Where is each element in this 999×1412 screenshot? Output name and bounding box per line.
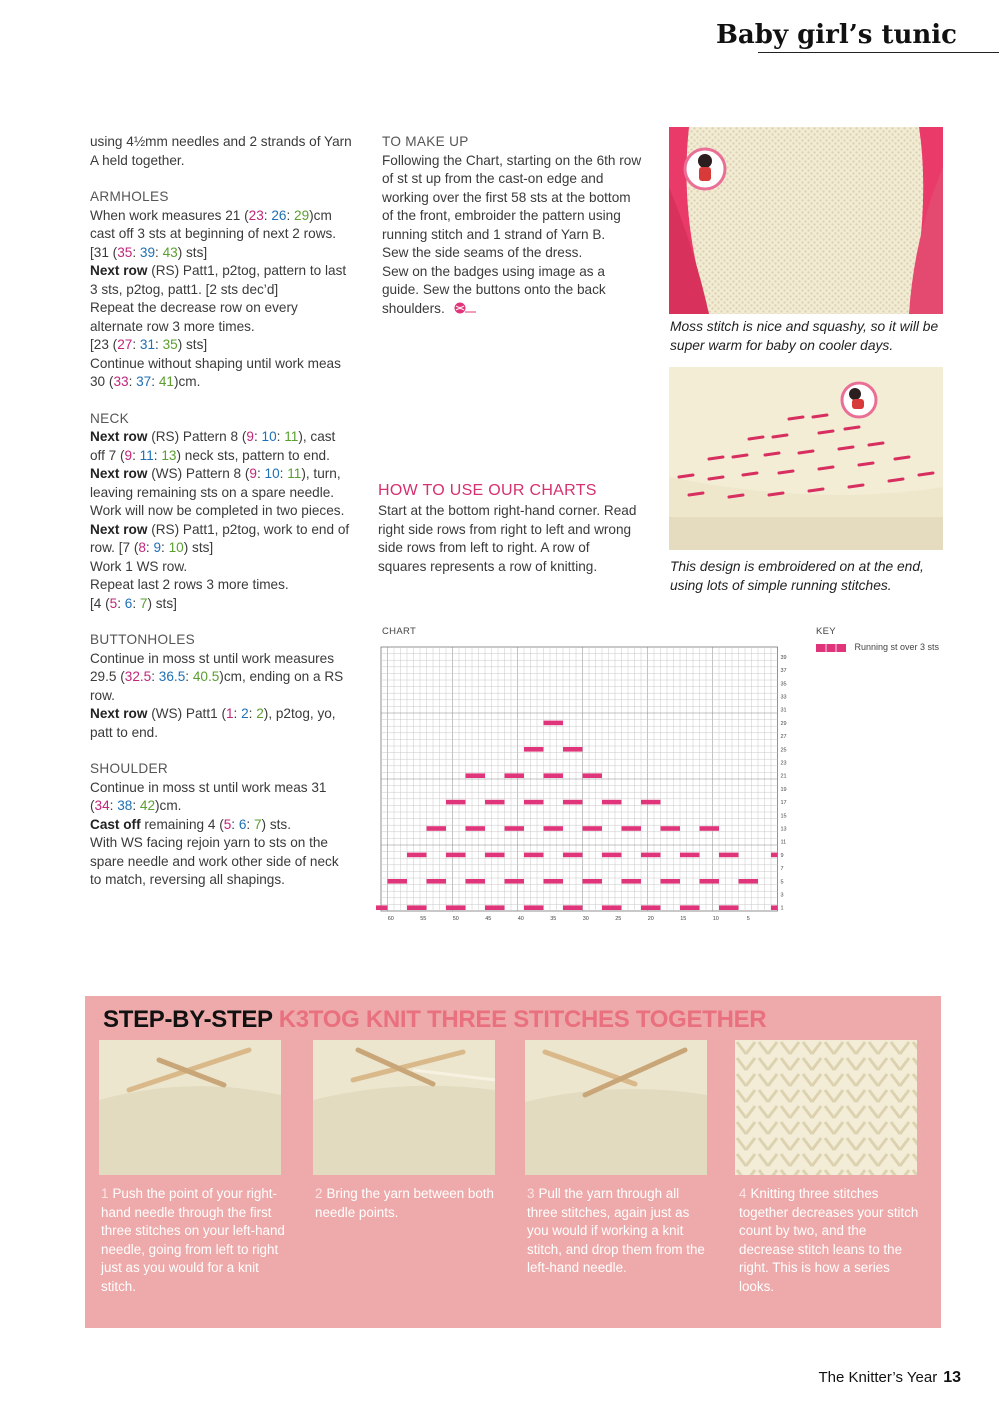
running-stitch-mark [700,879,720,884]
step-4-text: 4 Knitting three stitches together decreases your stitch count by two, and the decrease stitch leans to the right. This is how a series looks. [739,1186,919,1294]
buttonholes-heading: BUTTONHOLES [90,632,196,647]
armholes-count: [23 (27: 31: 35) sts] [90,337,208,352]
pattern-column-2 [382,133,644,318]
pattern-column-1 [90,133,352,890]
running-stitch-mark [446,905,466,910]
chart-x-tick: 60 [387,916,394,922]
running-stitch-mark [466,773,486,778]
magazine-name: The Knitter’s Year [818,1369,938,1386]
shoulder-continue: Continue in moss st until work meas 31 (34: 38: 42)cm. [90,779,327,813]
how-to-heading: HOW TO USE OUR CHARTS [378,482,597,499]
key-item: Running st over 3 sts [816,642,976,652]
chart-y-tick: 9 [780,852,784,859]
step-1-text: 1 Push the point of your right-hand needle through the first three stitches on your left-hand needle, going from left to right just as you would for a knit stitch. [101,1186,285,1294]
chart-x-tick: 30 [582,916,589,922]
running-stitch-mark [680,905,700,910]
running-stitch-mark [376,905,388,910]
chart-y-tick: 31 [780,707,787,714]
step-1-photo [99,1040,281,1175]
chart-y-tick: 37 [780,668,787,675]
running-stitch-mark [602,800,622,805]
intro-text: using 4½mm needles and 2 strands of Yarn A held together. [90,134,352,168]
page-number: 13 [943,1369,961,1386]
page-footer [819,1369,962,1387]
chart-x-tick: 15 [680,916,687,922]
chart-y-tick: 23 [780,760,787,767]
chart-y-tick: 3 [780,892,784,899]
chart-y-tick: 7 [780,866,784,873]
key-label: KEY [816,626,836,637]
step-4-photo [735,1040,917,1175]
running-stitch-mark [466,879,486,884]
make-up-text-2: Sew the side seams of the dress. [382,245,583,260]
chart-y-tick: 19 [780,786,787,793]
neck-two-pieces: Work will now be completed in two pieces. [90,503,345,518]
running-stitch-mark [544,826,564,831]
running-stitch-mark [524,853,544,858]
step-subtitle: K3TOG KNIT THREE STITCHES TOGETHER [278,1006,767,1033]
running-stitch-mark [622,826,642,831]
chart-x-tick: 20 [647,916,654,922]
buttonholes-next-row: Next row (WS) Patt1 (1: 2: 2), p2tog, yo, patt to end. [90,706,336,740]
photo2-caption: This design is embroidered on at the end, using lots of simple running stitches. [670,559,924,593]
running-stitch-mark [622,879,642,884]
running-stitch-mark [466,826,486,831]
running-stitch-mark [641,905,661,910]
shoulder-heading: SHOULDER [90,761,168,776]
chart-y-tick: 21 [780,773,787,780]
key-swatch [816,644,846,652]
running-stitch-mark [563,800,583,805]
chart-y-tick: 1 [780,905,784,912]
chart-x-tick: 55 [420,916,427,922]
neck-heading: NECK [90,410,129,426]
running-stitch-mark [583,826,603,831]
chart-label: CHART [382,626,417,637]
step-by-step-panel [85,996,941,1328]
chart-x-tick: 10 [712,916,719,922]
chart-x-tick: 25 [615,916,622,922]
step-3-knitting-image [525,1040,707,1175]
chart-y-tick: 17 [780,800,787,807]
chart-y-tick: 5 [780,879,784,886]
running-stitch-mark [505,879,525,884]
neck-count: [4 (5: 6: 7) sts] [90,595,177,611]
shoulder-cast-off: Cast off remaining 4 (5: 6: 7) sts. [90,816,291,832]
chart-x-tick: 50 [452,916,459,922]
running-stitch-mark [680,853,700,858]
running-stitch-mark [771,853,778,858]
chart-y-tick: 33 [780,694,787,701]
tunic-embroidery-photo [669,367,943,550]
running-stitch-mark [563,747,583,752]
step-2-photo [313,1040,495,1175]
running-stitch-mark [661,879,681,884]
running-stitch-mark [446,800,466,805]
running-stitch-mark [641,800,661,805]
running-stitch-mark [700,826,720,831]
running-stitch-mark [583,773,603,778]
chart-y-tick: 27 [780,734,787,741]
running-stitch-mark [485,800,505,805]
how-to-section [378,482,640,576]
tunic-moss-stitch-photo [669,127,943,314]
chart-y-tick: 39 [780,654,787,661]
step-2-knitting-image [313,1040,495,1175]
running-stitch-mark [563,853,583,858]
neck-row-1: Next row (RS) Pattern 8 (9: 10: 11), cast off 7 (9: 11: 13) neck sts, pattern to end. [90,429,336,463]
make-up-text-3: Sew on the badges using image as a guide. Sew the buttons onto the back shoulders. [382,263,606,316]
chart-y-tick: 13 [780,826,787,833]
chart-y-tick: 35 [780,681,787,688]
running-stitch-mark [446,853,466,858]
running-stitch-mark [602,853,622,858]
tunic-embroidery-image [669,367,943,550]
running-stitch-mark [661,826,681,831]
running-stitch-mark [524,905,544,910]
yarn-ball-end-icon [453,301,477,315]
step-2-text: 2 Bring the yarn between both needle points. [315,1186,494,1220]
running-stitch-mark [427,826,447,831]
page-title: Baby girl’s tunic [715,20,957,50]
armholes-continue: Continue without shaping until work meas 30 (33: 37: 41)cm. [90,355,341,389]
running-stitch-mark [544,773,564,778]
chart-x-tick: 40 [517,916,524,922]
running-stitch-mark [524,800,544,805]
running-stitch-mark [505,773,525,778]
shoulder-final: With WS facing rejoin yarn to sts on the spare needle and work other side of neck to match, reversing all shapings. [90,835,339,887]
make-up-text-1: Following the Chart, starting on the 6th row of st st up from the cast-on edge and working over the first 58 sts at the bottom of the front, embroider the pattern using running stitch and 1 strand of Yarn B. [382,152,642,242]
chart-x-tick: 35 [550,916,557,922]
running-stitch-mark [544,721,564,726]
running-stitch-mark [583,879,603,884]
running-stitch-mark [407,905,427,910]
running-stitch-mark [485,905,505,910]
running-stitch-mark [485,853,505,858]
armholes-heading: ARMHOLES [90,189,169,204]
chart-y-tick: 25 [780,747,787,754]
step-1-knitting-image [99,1040,281,1175]
running-stitch-mark [505,826,525,831]
armholes-instruction: When work measures 21 (23: 26: 29)cm cast off 3 sts at beginning of next 2 rows. [31 (35: 39: 43) sts] [90,207,337,260]
neck-ws-row: Work 1 WS row. [90,558,188,574]
how-to-text: Start at the bottom right-hand corner. Read right side rows from right to left and wrong side rows from left to right. A row of squares represents a row of knitting. [378,503,637,574]
chart-y-tick: 11 [780,839,787,846]
embroidery-chart [376,642,796,927]
running-stitch-mark [739,879,759,884]
chart-y-tick: 29 [780,720,787,727]
running-stitch-mark [407,853,427,858]
running-stitch-mark [641,853,661,858]
running-stitch-mark [719,853,739,858]
step-3-photo [525,1040,707,1175]
running-stitch-mark [524,747,544,752]
neck-repeat: Repeat last 2 rows 3 more times. [90,577,289,592]
neck-row-3: Next row (RS) Patt1, p2tog, work to end of row. [7 (8: 9: 10) sts] [90,521,350,555]
running-stitch-mark [719,905,739,910]
title-rule [758,52,999,53]
running-stitch-mark [771,905,778,910]
tunic-moss-stitch-image [669,127,943,314]
running-stitch-mark [427,879,447,884]
chart-x-tick: 45 [485,916,492,922]
step-3-text: 3 Pull the yarn through all three stitches, again just as you would if working a knit stitch, and drop them from the left-hand needle. [527,1186,705,1275]
running-stitch-mark [544,879,564,884]
buttonholes-continue: Continue in moss st until work measures 29.5 (32.5: 36.5: 40.5)cm, ending on a RS row. [90,650,344,703]
chart-y-tick: 15 [780,813,787,820]
neck-row-2: Next row (WS) Pattern 8 (9: 10: 11), turn, leaving remaining sts on a spare needle. [90,466,341,500]
step-title: STEP-BY-STEP K3TOG KNIT THREE STITCHES TOGETHER [103,1006,767,1033]
armholes-next-row: Next row (RS) Patt1, p2tog, pattern to last 3 sts, p2tog, patt1. [2 sts dec’d] [90,263,347,297]
running-stitch-mark [388,879,408,884]
running-stitch-mark [602,905,622,910]
make-up-heading: TO MAKE UP [382,134,469,149]
chart-x-tick: 5 [746,916,750,922]
photo1-caption: Moss stitch is nice and squashy, so it will be super warm for baby on cooler days. [670,319,939,353]
running-stitch-mark [563,905,583,910]
step-4-knitting-image [735,1040,917,1175]
armholes-repeat: Repeat the decrease row on every alternate row 3 more times. [90,300,298,334]
